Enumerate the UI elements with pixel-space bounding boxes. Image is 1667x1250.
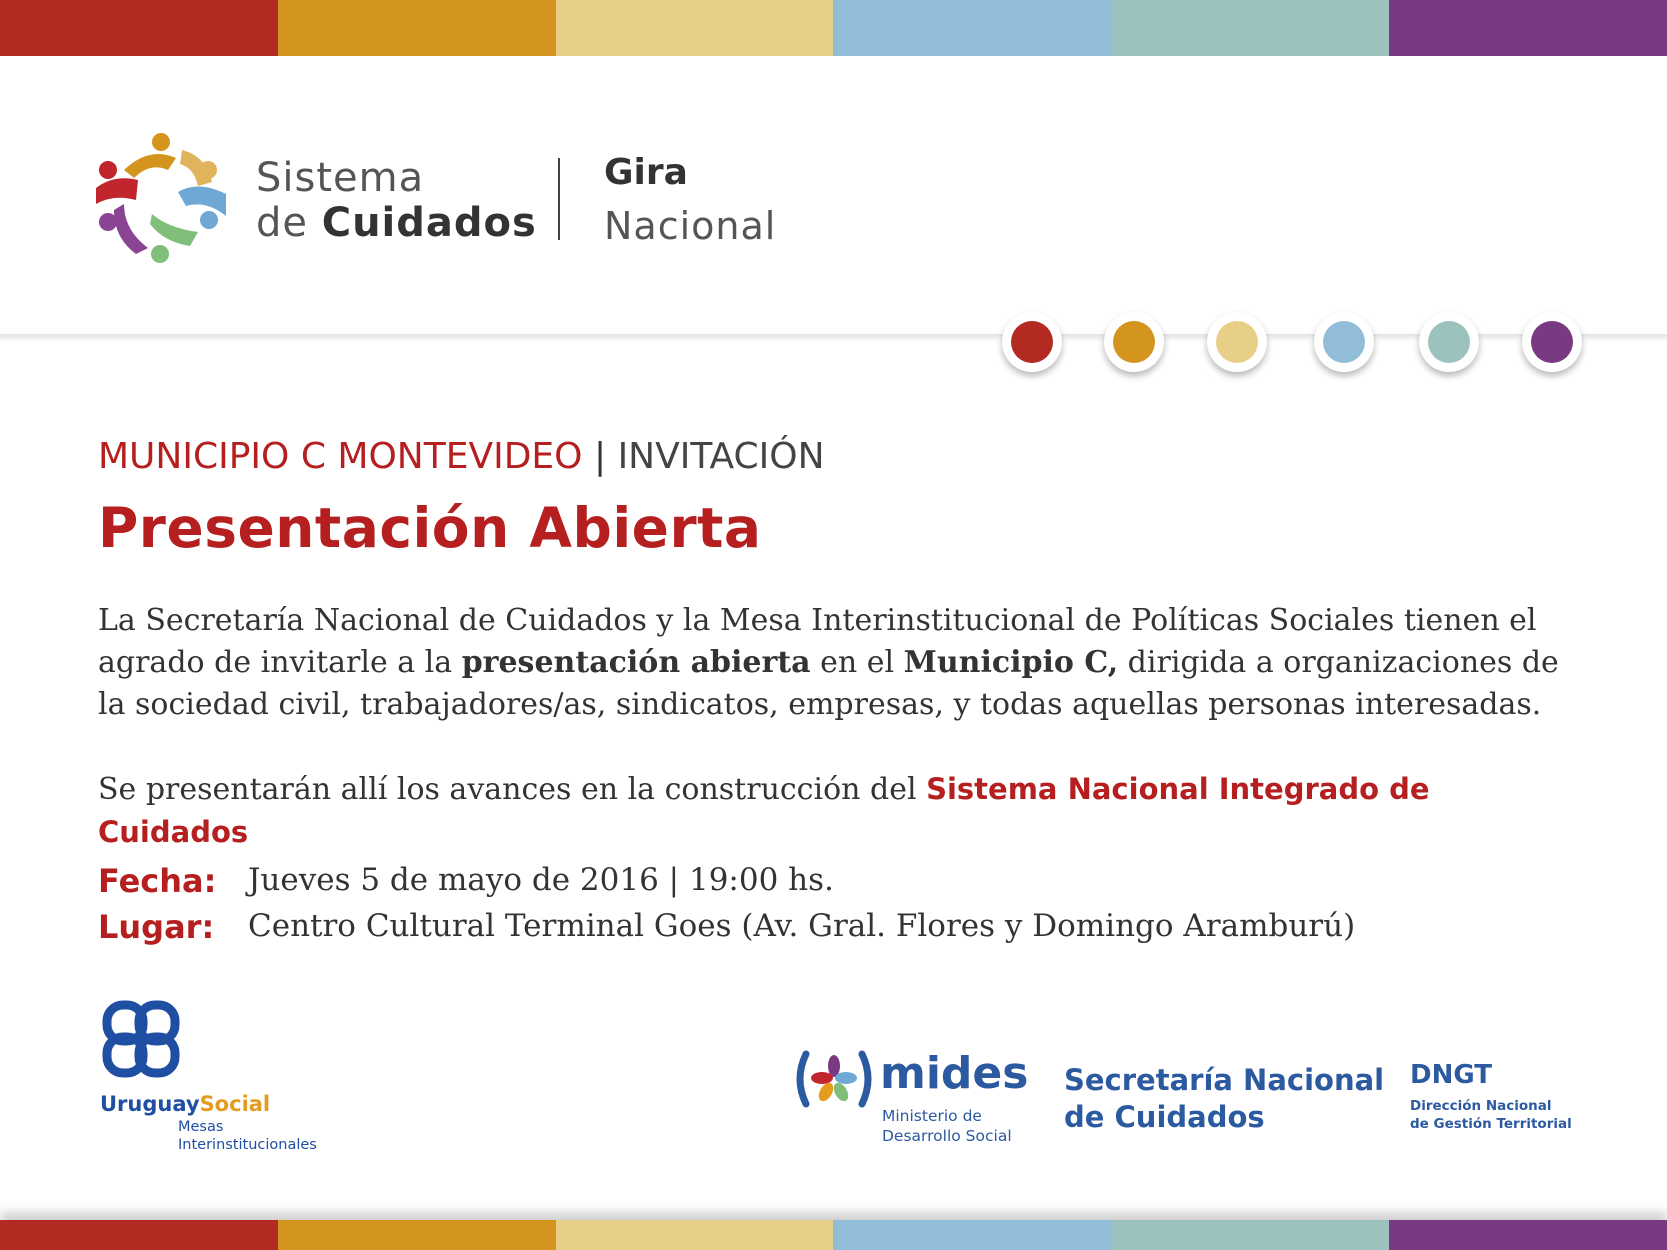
brand-name-line2: [256, 200, 537, 246]
mides-sub2: Desarrollo Social: [882, 1127, 1012, 1145]
uruguay-social-knot-icon: [100, 998, 182, 1080]
uruguay-social-wordmark: [100, 1092, 270, 1116]
secretaria-logo: [1064, 1062, 1384, 1136]
event-title: Presentación Abierta: [98, 496, 762, 560]
p1-text-e: dirigida a organizaciones de la sociedad civil, trabajadores/as, sindicatos, empresas, y todas aquellas personas interesadas.: [98, 645, 1559, 722]
date-value: Jueves 5 de mayo de 2016 | 19:00 hs.: [248, 862, 834, 898]
stripe-red: [0, 1220, 278, 1250]
bottom-color-stripe: [0, 1220, 1667, 1250]
dot-teal: [1419, 312, 1479, 372]
brand-name-bold: Cuidados: [321, 200, 537, 246]
event-kicker: [98, 436, 825, 477]
stripe-orange: [278, 1220, 556, 1250]
date-label: Fecha:: [98, 862, 217, 900]
dot-sand: [1207, 312, 1267, 372]
stripe-purple: [1389, 1220, 1667, 1250]
dot-blue: [1314, 312, 1374, 372]
uruguay-social-word-b: Social: [199, 1092, 271, 1116]
p2-text-a: Se presentarán allí los avances en la construcción del: [98, 772, 927, 807]
header-band: [0, 56, 1667, 338]
dngt-subtitle: [1410, 1097, 1572, 1133]
place-label: Lugar:: [98, 908, 215, 946]
dot-purple: [1522, 312, 1582, 372]
sistema-cuidados-logo-icon: [94, 130, 228, 264]
invitation-paragraph-2: [98, 768, 1588, 854]
uruguay-social-subtitle: [178, 1118, 317, 1154]
top-color-stripe: [0, 0, 1667, 56]
stripe-orange: [278, 0, 556, 56]
uruguay-social-word-a: Uruguay: [100, 1092, 200, 1116]
stripe-sand: [556, 0, 834, 56]
stripe-blue: [833, 1220, 1111, 1250]
tour-title-line1: Gira: [604, 152, 688, 193]
brand-separator: [558, 158, 560, 240]
document-type: INVITACIÓN: [617, 436, 825, 477]
uruguay-social-sub2: Interinstitucionales: [178, 1137, 317, 1153]
dngt-sub2: de Gestión Territorial: [1410, 1116, 1572, 1132]
uruguay-social-sub1: Mesas: [178, 1119, 224, 1135]
dot-red: [1002, 312, 1062, 372]
secretaria-line1: Secretaría Nacional: [1064, 1063, 1385, 1097]
header-divider: [0, 334, 1667, 342]
tour-title-line2: Nacional: [604, 204, 777, 248]
mides-sub1: Ministerio de: [882, 1107, 982, 1125]
invitation-body: [98, 600, 1588, 854]
stripe-purple: [1389, 0, 1667, 56]
p2-system-name: Sistema Nacional Integrado de Cuidados: [98, 772, 1430, 849]
dot-orange: [1104, 312, 1164, 372]
stripe-sand: [556, 1220, 834, 1250]
mides-wordmark: mides: [880, 1048, 1029, 1099]
dngt-sub1: Dirección Nacional: [1410, 1098, 1552, 1114]
stripe-teal: [1111, 0, 1389, 56]
dngt-acronym: DNGT: [1410, 1060, 1492, 1090]
kicker-separator: |: [593, 436, 607, 477]
municipality-name: MUNICIPIO C MONTEVIDEO: [98, 436, 583, 477]
brand-name-line1: Sistema: [256, 155, 425, 201]
p1-text-c: en el: [810, 645, 904, 680]
place-value: Centro Cultural Terminal Goes (Av. Gral. Flores y Domingo Aramburú): [248, 908, 1356, 944]
secretaria-line2: de Cuidados: [1064, 1100, 1265, 1134]
brand-name-prefix: de: [256, 200, 308, 246]
p1-bold-event: presentación abierta: [461, 645, 811, 680]
stripe-red: [0, 0, 278, 56]
p1-text-a: La Secretaría Nacional de Cuidados y la Mesa Interinstitucional de Políticas Sociales tienen el agrado de invitarle a la: [98, 603, 1537, 680]
mides-asterisk-icon: [794, 1050, 874, 1108]
mides-subtitle: [882, 1106, 1012, 1146]
p1-bold-municipality: Municipio C,: [903, 645, 1119, 680]
stripe-blue: [833, 0, 1111, 56]
stripe-teal: [1111, 1220, 1389, 1250]
invitation-paragraph-1: [98, 600, 1588, 726]
